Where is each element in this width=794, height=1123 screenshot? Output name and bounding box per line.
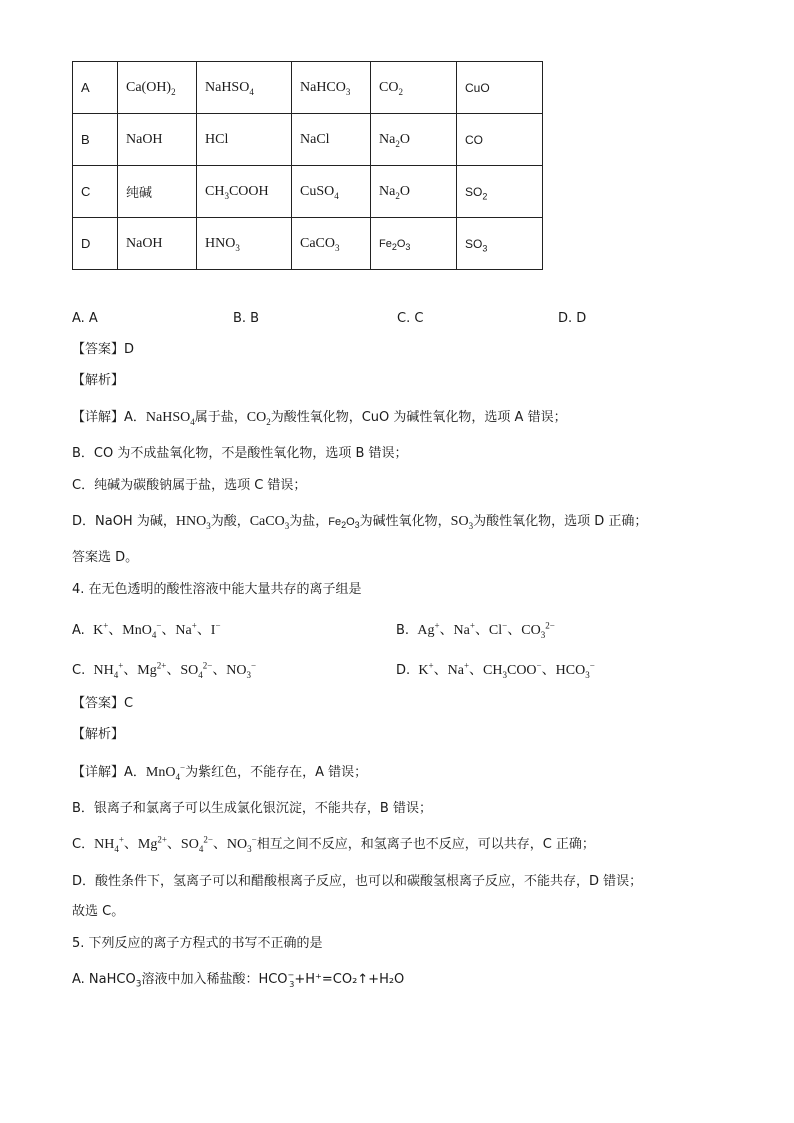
q4-option-c: C. $NH_4^+$、$Mg^{2+}$、$SO_4^{2-}$、$NO_3^-$ (72, 660, 257, 680)
table-cell: $Ca(OH)_2$ (118, 62, 197, 114)
q4-detail-line-2: B．银离子和氯离子可以生成氯化银沉淀，不能共存，B 错误； (72, 801, 432, 816)
table-cell: $Na_2O$ (371, 166, 457, 218)
q4-option-a: A. K+、MnO$_4$−、Na+、I− (72, 620, 221, 640)
q4-detail-line-4: D．酸性条件下，氢离子可以和醋酸根离子反应，也可以和碳酸氢根离子反应，不能共存，D 错误； (72, 874, 643, 889)
q4-conclusion: 故选 C。 (72, 904, 125, 919)
q3-detail-line-3: C．纯碱为碳酸钠属于盐，选项 C 错误； (72, 478, 307, 493)
table-cell: NaHSO$_4$ (197, 62, 292, 114)
q5-stem: 5. 下列反应的离子方程式的书写不正确的是 (72, 936, 323, 951)
q3-option-d: D. D (558, 311, 587, 326)
q3-conclusion: 答案选 D。 (72, 550, 139, 565)
table-cell: $CO_2$ (371, 62, 457, 114)
table-cell: CaCO$_3$ (292, 218, 371, 270)
table-row (73, 218, 543, 270)
q4-detail-line-3: C．$NH_4^+$、$Mg^{2+}$、$SO_4^{2-}$、$NO_3^-$相互之间不反应，和氢离子也不反应，可以共存，C 正确； (72, 834, 595, 854)
table-cell: NaOH (118, 218, 197, 270)
q3-answer: 【答案】D (72, 342, 135, 357)
q4-detail-line-1: 【详解】A．MnO$_4$−为紫红色，不能存在，A 错误； (72, 762, 368, 782)
table-row (73, 114, 543, 166)
q3-option-c: C. C (397, 311, 424, 326)
row-label: B (73, 114, 118, 166)
q3-detail-line-1: 【详解】A．NaHSO$_4$属于盐，$CO_2$为酸性氧化物，CuO 为碱性氧化物，选项 A 错误； (72, 410, 567, 427)
table-cell: CuO (457, 62, 543, 114)
q4-option-d: D. K+、Na+、$CH_3COO^-$、$HCO_3^-$ (396, 660, 595, 680)
q4-stem: 4. 在无色透明的酸性溶液中能大量共存的离子组是 (72, 582, 362, 597)
table-row (73, 166, 543, 218)
q4-option-b: B. Ag+、Na+、Cl−、$CO_3^{2-}$ (396, 620, 555, 640)
table-cell: $CH_3COOH$ (197, 166, 292, 218)
table-cell: CuSO$_4$ (292, 166, 371, 218)
table-cell: $Fe_2O_3$ (371, 218, 457, 270)
q3-analysis-tag: 【解析】 (72, 373, 125, 388)
table-cell: NaCl (292, 114, 371, 166)
q5-option-a: A. NaHCO$_3$溶液中加入稀盐酸：$HCO^-_3+H^+=CO_2↑+H_2O$ (72, 970, 405, 990)
table-cell: 纯碱 (118, 166, 197, 218)
compound-classification-table (72, 61, 543, 270)
q4-analysis-tag: 【解析】 (72, 727, 125, 742)
q3-option-b: B. B (233, 311, 260, 326)
table-cell: HCl (197, 114, 292, 166)
table-row (73, 62, 543, 114)
table-cell: CO (457, 114, 543, 166)
table-cell: $SO_3$ (457, 218, 543, 270)
table-cell: NaOH (118, 114, 197, 166)
table-cell: $HNO_3$ (197, 218, 292, 270)
table-cell: $Na_2O$ (371, 114, 457, 166)
q3-detail-line-2: B．CO 为不成盐氧化物，不是酸性氧化物，选项 B 错误； (72, 446, 408, 461)
q3-option-a: A. A (72, 311, 98, 326)
row-label: C (73, 166, 118, 218)
row-label: A (73, 62, 118, 114)
table-cell: $SO_2$ (457, 166, 543, 218)
table-cell: NaHCO$_3$ (292, 62, 371, 114)
row-label: D (73, 218, 118, 270)
q3-detail-line-4: D．NaOH 为碱，$HNO_3$为酸，CaCO$_3$为盐，$Fe_2O_3$为碱性氧化物，$SO_3$为酸性氧化物，选项 D 正确； (72, 514, 648, 531)
q4-answer: 【答案】C (72, 696, 134, 711)
